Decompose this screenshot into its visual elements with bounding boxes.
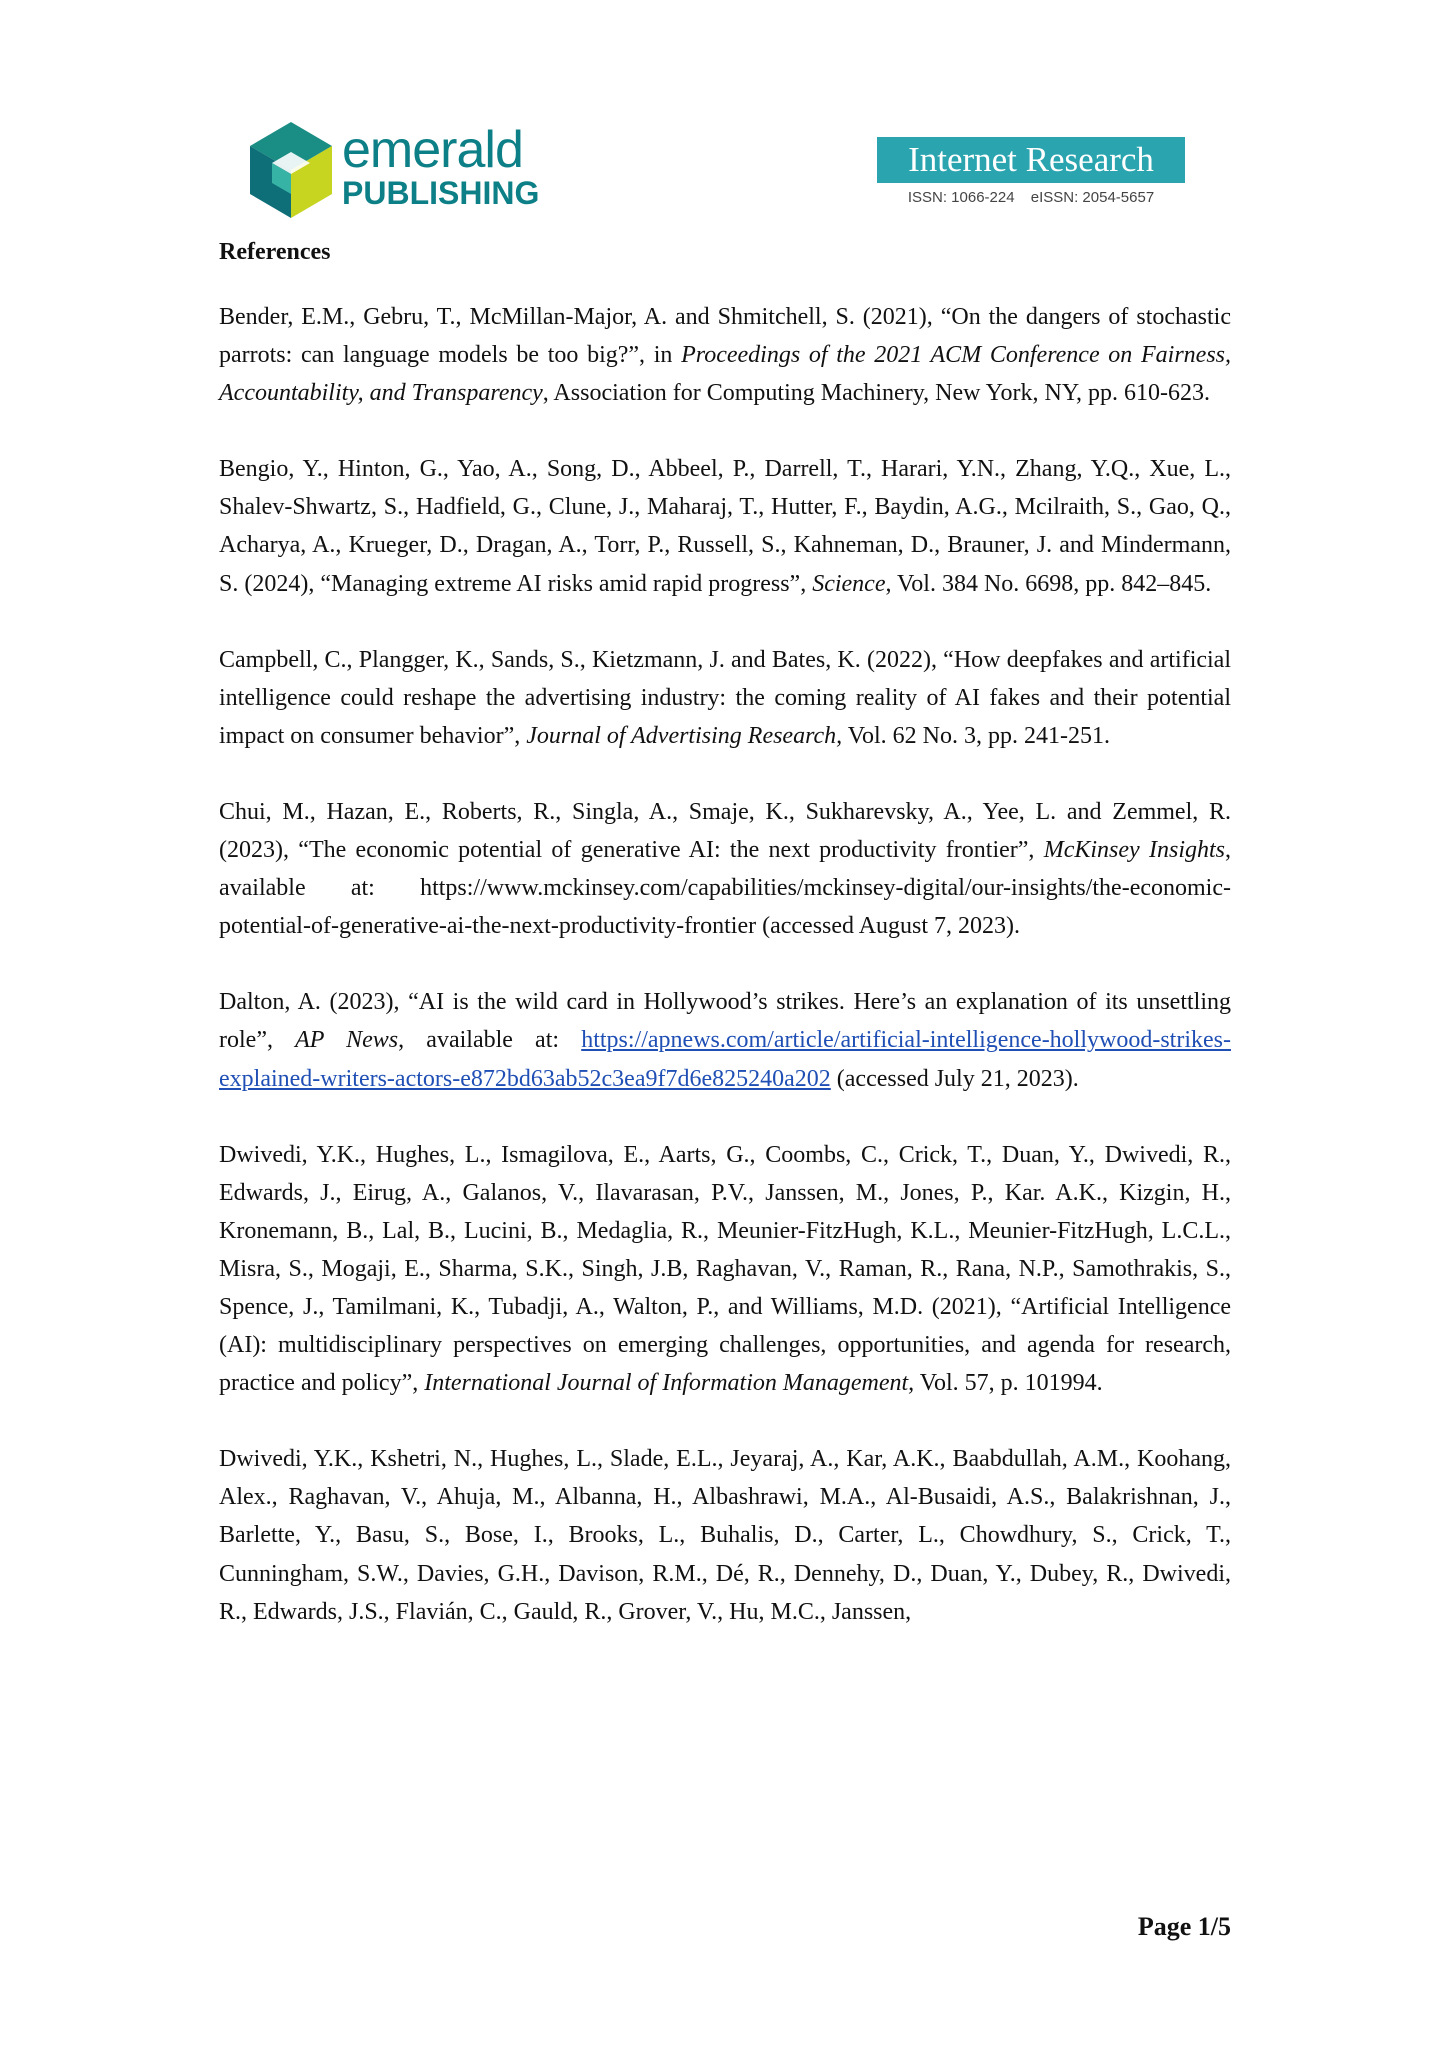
reference-details: , available at: [398, 1027, 582, 1054]
reference-text: Dwivedi, Y.K., Kshetri, N., Hughes, L., Slade, E.L., Jeyaraj, A., Kar, A.K., Baabdullah, A.M., Koohang, Alex., Raghavan, V., Ahuja, M., Albanna, H., Albashrawi, M.A., Al-Busaidi, A.S., Balakrishnan, J., Barlette, Y., Basu, S., Bose, I., Brooks, L., Buhalis, D., Carter, L., Chowdhury, S., Crick, T., Cunningham, S.W., Davies, G.H., Davison, R.M., Dé, R., Dennehy, D., Duan, Y., Dubey, R., Dwivedi, R., Edwards, J.S., Flavián, C., Gauld, R., Grover, V., Hu, M.C., Janssen, [219, 1446, 1231, 1625]
reference-text: Dwivedi, Y.K., Hughes, L., Ismagilova, E., Aarts, G., Coombs, C., Crick, T., Duan, Y., Dwivedi, R., Edwards, J., Eirug, A., Galanos, V., Ilavarasan, P.V., Janssen, M., Jones, P., Kar. A.K., Kizgin, H., Kronemann, B., Lal, B., Lucini, B., Medaglia, R., Meunier-FitzHugh, K.L., Meunier-FitzHugh, L.C.L., Misra, S., Mogaji, E., Sharma, S.K., Singh, J.B, Raghavan, V., Raman, R., Rana, N.P., Samothrakis, S., Spence, J., Tamilmani, K., Tubadji, A., Walton, P., and Williams, M.D. (2021), “Artificial Intelligence (AI): multidisciplinary perspectives on emerging challenges, opportunities, and agenda for research, practice and policy”, [219, 1141, 1231, 1397]
emerald-logo-icon [250, 122, 332, 218]
references-heading: References [219, 239, 331, 265]
reference-entry [219, 298, 1231, 412]
reference-list [219, 298, 1231, 1669]
reference-details: Vol. 57, p. 101994. [914, 1370, 1103, 1397]
reference-source: Proceedings of the 2021 ACM Conference on Fairness, Accountability, and Transparency [219, 342, 1232, 407]
issn: ISSN: 1066-224 [907, 189, 1015, 206]
reference-source: McKinsey Insights [1043, 837, 1225, 864]
journal-badge [877, 137, 1185, 206]
reference-entry [219, 1440, 1231, 1630]
reference-entry [219, 793, 1231, 945]
reference-text: Bengio, Y., Hinton, G., Yao, A., Song, D., Abbeel, P., Darrell, T., Harari, Y.N., Zhang, Y.Q., Xue, L., Shalev-Shwartz, S., Hadfield, G., Clune, J., Maharaj, T., Hutter, F., Baydin, A.G., Mcilraith, S., Gao, Q., Acharya, A., Krueger, D., Dragan, A., Torr, P., Russell, S., Kahneman, D., Brauner, J. and Mindermann, S. (2024), “Managing extreme AI risks amid rapid progress”, [219, 456, 1231, 597]
reference-entry [219, 983, 1231, 1097]
emerald-publishing-logo [250, 122, 550, 222]
reference-access-date: (accessed July 21, 2023). [830, 1065, 1079, 1092]
reference-details: , available at: https://www.mckinsey.com/capabilities/mckinsey-digital/our-insights/the-economic-potential-of-generative-ai-the-next-productivity-frontier (accessed August 7, 2023). [219, 837, 1231, 940]
reference-text: Bender, E.M., Gebru, T., McMillan-Major, A. and Shmitchell, S. (2021), “On the dangers of stochastic parrots: can language models be too big?”, in [219, 304, 1231, 369]
reference-entry [219, 450, 1231, 602]
journal-issn-line [877, 189, 1185, 206]
reference-link[interactable]: https://apnews.com/article/artificial-intelligence-hollywood-strikes-explained-writers-actors-e872bd63ab52c3ea9f7d6e825240a202 [219, 1027, 1231, 1092]
reference-text: Dalton, A. (2023), “AI is the wild card in Hollywood’s strikes. Here’s an explanation of its unsettling role”, [219, 989, 1231, 1054]
reference-source: Science [812, 570, 886, 597]
reference-details: Vol. 62 No. 3, pp. 241-251. [842, 722, 1110, 749]
logo-subtitle: PUBLISHING [342, 175, 540, 211]
reference-entry [219, 641, 1231, 755]
reference-text: Campbell, C., Plangger, K., Sands, S., Kietzmann, J. and Bates, K. (2022), “How deepfakes and artificial intelligence could reshape the advertising industry: the coming reality of AI fakes and their potential impact on consumer behavior”, [219, 646, 1231, 749]
reference-details: , Association for Computing Machinery, New York, NY, pp. 610-623. [542, 380, 1211, 407]
reference-source: Journal of Advertising Research, [526, 722, 843, 749]
reference-source: International Journal of Information Management, [424, 1370, 915, 1397]
journal-title: Internet Research [877, 137, 1185, 183]
reference-details: , Vol. 384 No. 6698, pp. 842–845. [885, 570, 1212, 597]
reference-entry [219, 1136, 1231, 1403]
reference-source: AP News [295, 1027, 399, 1054]
logo-wordmark: emerald [342, 121, 523, 179]
eissn: eISSN: 2054-5657 [1030, 189, 1155, 206]
reference-text: Chui, M., Hazan, E., Roberts, R., Singla, A., Smaje, K., Sukharevsky, A., Yee, L. and Zemmel, R. (2023), “The economic potential of generative AI: the next productivity frontier”, [219, 798, 1231, 864]
page-number: Page 1/5 [1137, 1912, 1231, 1941]
